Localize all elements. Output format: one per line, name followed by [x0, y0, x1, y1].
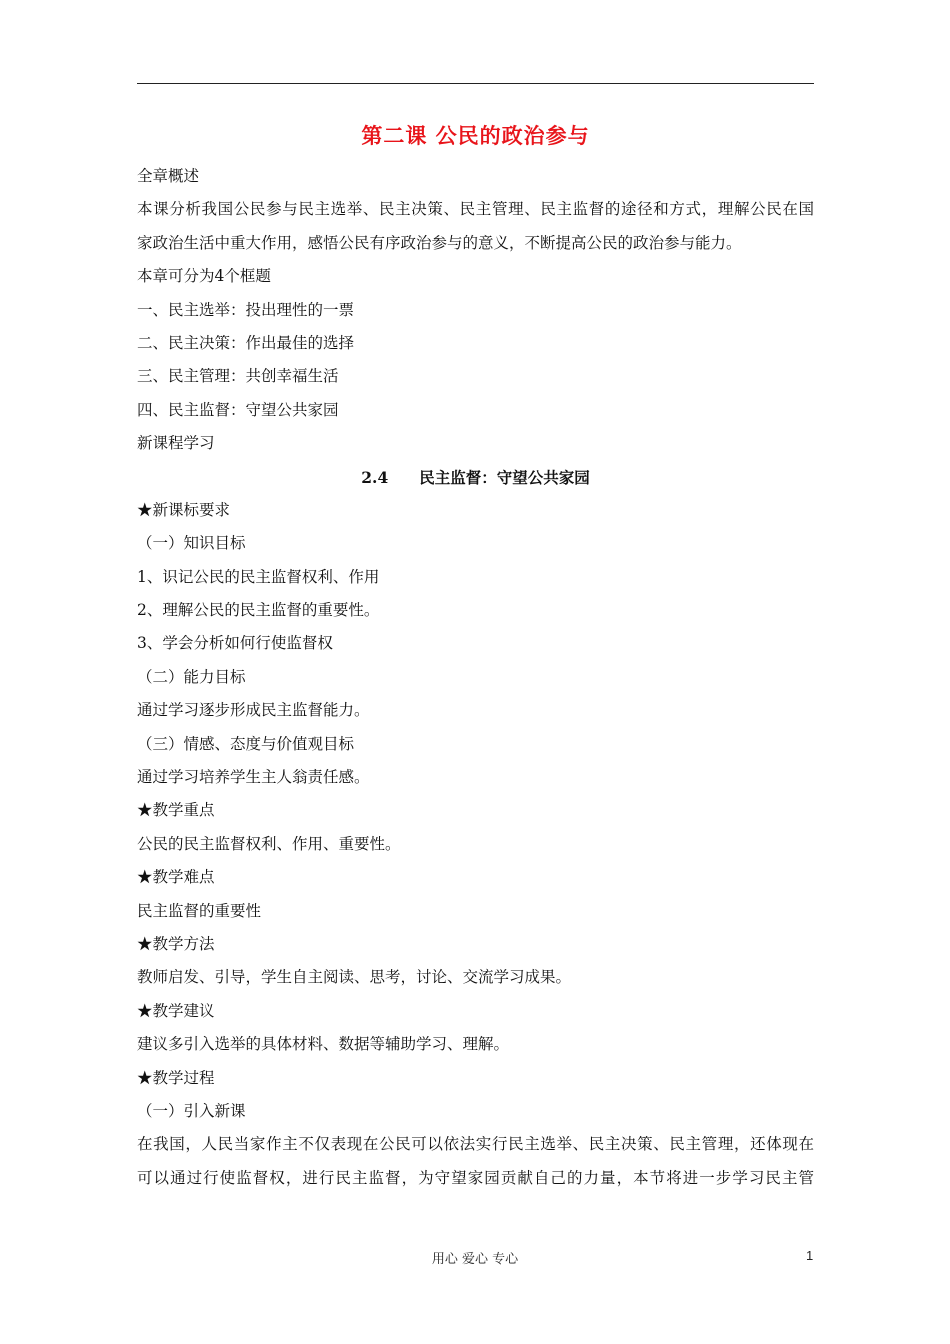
paragraph-line: 可以通过行使监督权，进行民主监督，为守望家园贡献自己的力量，本节将进一步学习民主管 — [137, 1168, 814, 1187]
section-heading: ★教学方法 — [137, 934, 215, 953]
section-heading: ★教学建议 — [137, 1001, 215, 1020]
paragraph-line: 教师启发、引导，学生自主阅读、思考，讨论、交流学习成果。 — [137, 968, 572, 987]
list-item: 3、学会分析如何行使监督权 — [137, 634, 333, 653]
list-item: 三、民主管理：共创幸福生活 — [137, 367, 339, 386]
subsection-heading: （一）引入新课 — [137, 1101, 246, 1120]
section-heading: 新课程学习 — [137, 434, 215, 453]
paragraph-line: 公民的民主监督权利、作用、重要性。 — [137, 834, 401, 853]
section-heading: ★新课标要求 — [137, 500, 231, 519]
page-number: 1 — [806, 1248, 814, 1263]
section-heading: ★教学重点 — [137, 801, 215, 820]
paragraph-line: 通过学习逐步形成民主监督能力。 — [137, 701, 370, 720]
list-item: 一、民主选举：投出理性的一票 — [137, 300, 355, 319]
subsection-heading: （二）能力目标 — [137, 667, 246, 686]
document-body — [137, 160, 814, 1195]
list-item: 1、识记公民的民主监督权利、作用 — [137, 567, 380, 586]
document-title: 第二课 公民的政治参与 — [361, 123, 590, 148]
section-heading: 全章概述 — [137, 167, 200, 185]
header-rule — [137, 83, 814, 84]
paragraph-line: 本课分析我国公民参与民主选举、民主决策、民主管理、民主监督的途径和方式，理解公民在国 — [137, 200, 814, 219]
list-item: 2、理解公民的民主监督的重要性。 — [137, 601, 380, 620]
list-item: 二、民主决策：作出最佳的选择 — [137, 333, 355, 352]
lesson-heading: 2.4 民主监督：守望公共家园 — [361, 467, 590, 487]
list-item: 四、民主监督：守望公共家园 — [137, 400, 339, 419]
section-heading: ★教学过程 — [137, 1068, 215, 1087]
paragraph-line: 民主监督的重要性 — [137, 901, 262, 920]
paragraph-line: 家政治生活中重大作用，感悟公民有序政治参与的意义，不断提高公民的政治参与能力。 — [137, 233, 742, 252]
subsection-heading: （三）情感、态度与价值观目标 — [137, 734, 355, 753]
paragraph-line: 通过学习培养学生主人翁责任感。 — [137, 768, 370, 787]
subsection-heading: （一）知识目标 — [137, 534, 246, 553]
paragraph-line: 在我国，人民当家作主不仅表现在公民可以依法实行民主选举、民主决策、民主管理，还体现在 — [137, 1135, 814, 1154]
section-heading: ★教学难点 — [137, 868, 215, 887]
footer-text: 用心 爱心 专心 — [431, 1252, 519, 1267]
paragraph-line: 本章可分为4个框题 — [137, 267, 271, 286]
paragraph-line: 建议多引入选举的具体材料、数据等辅助学习、理解。 — [137, 1035, 510, 1054]
